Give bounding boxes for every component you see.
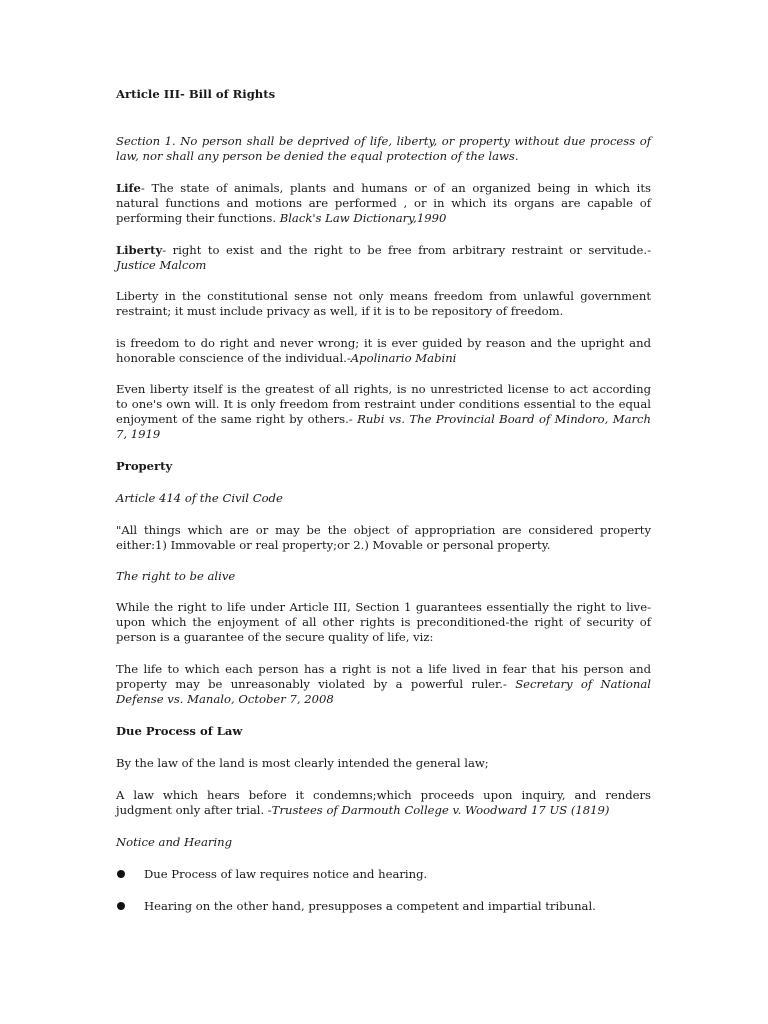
document-title: Article III- Bill of Rights [116, 87, 276, 101]
right-to-be-alive-heading: The right to be alive [116, 569, 236, 583]
liberty-term: Liberty [116, 243, 163, 257]
even-liberty-paragraph [116, 382, 651, 442]
right-to-life-paragraph: While the right to life under Article III, Section 1 guarantees essentially the right to live-upon which the enjoyment of all other rights is preconditioned-the right of security of person is a guarantee of the secure quality of life, viz: [116, 600, 651, 644]
freedom-paragraph [116, 336, 651, 366]
life-text: - The state of animals, plants and humans or of an organized being in which its natural functions and motions are performed , or in which its organs are capable of performing their functions. [116, 181, 651, 225]
list-item [116, 867, 651, 882]
bullet-icon [117, 902, 125, 910]
life-term: Life [116, 181, 141, 195]
property-quote: "All things which are or may be the object of appropriation are considered property either:1) Immovable or real property;or 2.) Movable or personal property. [116, 523, 651, 552]
document-page [116, 87, 651, 914]
life-source: Black's Law Dictionary,1990 [279, 211, 447, 225]
freedom-text: is freedom to do right and never wrong; it is ever guided by reason and the upright and honorable conscience of the individual.- [116, 336, 651, 365]
life-fear-text: The life to which each person has a right is not a life lived in fear that his person and property may be unreasonably violated by a powerful ruler.- [116, 662, 651, 691]
bullet-icon [117, 870, 125, 878]
life-definition [116, 181, 651, 226]
even-liberty-source: Rubi vs. The Provincial Board of Mindoro, March 7, 1919 [116, 412, 651, 441]
liberty-definition [116, 243, 651, 273]
even-liberty-text: Even liberty itself is the greatest of all rights, is no unrestricted license to act according to one's own will. It is only freedom from restraint under conditions essential to the equal enjoyment of the same right by others.- [116, 382, 651, 426]
section-1-text: Section 1. No person shall be deprived of life, liberty, or property without due process of law, nor shall any person be denied the equal protection of the laws. [116, 134, 651, 163]
freedom-source: Apolinario Mabini [350, 351, 457, 365]
law-hears-paragraph [116, 788, 651, 818]
bullet-text: Due Process of law requires notice and hearing. [144, 867, 428, 881]
due-process-heading: Due Process of Law [116, 724, 243, 738]
article-414-heading: Article 414 of the Civil Code [116, 491, 283, 505]
bullet-list [116, 867, 651, 914]
law-hears-text: A law which hears before it condemns;which proceeds upon inquiry, and renders judgment only after trial. - [116, 788, 651, 817]
property-heading: Property [116, 459, 173, 473]
life-fear-source: Secretary of National Defense vs. Manalo, October 7, 2008 [116, 677, 651, 706]
law-hears-source: Trustees of Darmouth College v. Woodward 17 US (1819) [271, 803, 610, 817]
bullet-text: Hearing on the other hand, presupposes a competent and impartial tribunal. [144, 899, 596, 913]
life-fear-paragraph [116, 662, 651, 707]
liberty-text: - right to exist and the right to be free from arbitrary restraint or servitude.- [162, 243, 651, 257]
liberty-constitutional-paragraph: Liberty in the constitutional sense not only means freedom from unlawful government restraint; it must include privacy as well, if it is to be repository of freedom. [116, 289, 651, 318]
liberty-source: Justice Malcom [116, 258, 207, 272]
notice-hearing-heading: Notice and Hearing [116, 835, 233, 849]
law-of-land-paragraph: By the law of the land is most clearly intended the general law; [116, 756, 489, 770]
list-item [116, 899, 651, 914]
